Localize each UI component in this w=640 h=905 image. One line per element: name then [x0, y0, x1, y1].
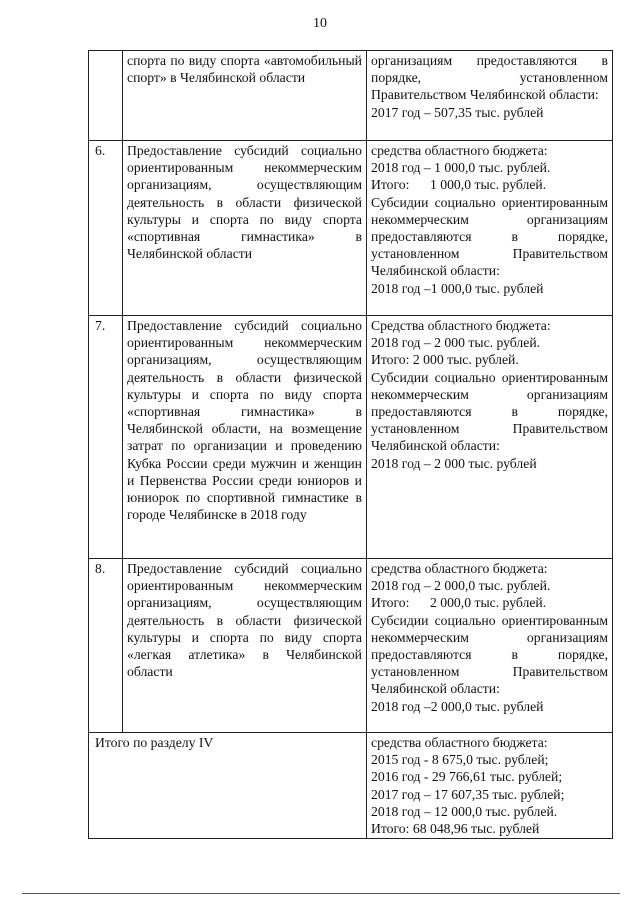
row-number: 8. — [89, 559, 123, 733]
measure-name: спорта по виду спорта «автомобильный спорт» в Челябинской области — [123, 51, 367, 141]
funding-line: средства областного бюджета: — [371, 561, 548, 576]
measure-name: Предоставление субсидий социально ориентированным некоммерческим организациям, осуществляющим деятельность в области физической культуры и спорта по виду спорта «спортивная гимнастика» в Челябинской области — [123, 141, 367, 316]
total-label: Итого по разделу IV — [89, 733, 367, 839]
funding-line: 2018 год – 1 000,0 тыс. рублей. — [371, 160, 551, 176]
funding-line: 2017 год – 17 607,35 тыс. рублей; — [371, 786, 565, 802]
funding-line: 2018 год –1 000,0 тыс. рублей — [371, 280, 544, 296]
funding-line: средства областного бюджета: — [371, 735, 548, 750]
section-iv-table — [88, 50, 613, 839]
measure-name: Предоставление субсидий социально ориентированным некоммерческим организациям, осуществляющим деятельность в области физической культуры и спорта по виду спорта «легкая атлетика» в Челябинской области — [123, 559, 367, 733]
funding-line: Итого: 68 048,96 тыс. рублей — [371, 821, 540, 837]
funding-line: 2018 год –2 000,0 тыс. рублей — [371, 698, 544, 714]
funding-line: 2018 год – 2 000 тыс. рублей — [371, 455, 537, 471]
funding-line: Субсидии социально ориентированным некоммерческим организациям предоставляются в порядке, установленном Правительством Челябинской области: — [371, 369, 608, 454]
funding-cell — [367, 733, 613, 839]
funding-line: Субсидии социально ориентированным некоммерческим организациям предоставляются в порядке, установленном Правительством Челябинской области: — [371, 194, 608, 279]
funding-line: 2018 год – 2 000,0 тыс. рублей. — [371, 578, 551, 594]
measure-name: Предоставление субсидий социально ориентированным некоммерческим организациям, осуществляющим деятельность в области физической культуры и спорта по виду спорта «спортивная гимнастика» в Челябинской области, на возмещение затрат по организации и проведению Кубка России среди мужчин и женщин и Первенства России среди юниоров и юниорок по спортивной гимнастике в городе Челябинске в 2018 году — [123, 316, 367, 559]
page-number: 10 — [313, 16, 327, 31]
funding-line: средства областного бюджета: — [371, 143, 548, 158]
funding-line: 2017 год – 507,35 тыс. рублей — [371, 104, 544, 120]
row-number: 6. — [89, 141, 123, 316]
funding-line: Средства областного бюджета: — [371, 318, 551, 333]
funding-line: Итого: 2 000,0 тыс. рублей. — [371, 595, 547, 611]
funding-line: 2018 год – 12 000,0 тыс. рублей. — [371, 803, 558, 819]
funding-line: Итого: 2 000 тыс. рублей. — [371, 352, 519, 368]
footer-rule — [22, 893, 620, 894]
funding-cell — [367, 316, 613, 559]
table-row — [89, 316, 613, 559]
funding-cell — [367, 51, 613, 141]
table-row — [89, 141, 613, 316]
funding-line: организациям предоставляются в порядке, установленном Правительством Челябинской области: — [371, 53, 608, 103]
row-number — [89, 51, 123, 141]
funding-line: 2015 год - 8 675,0 тыс. рублей; — [371, 752, 549, 768]
funding-line: 2016 год - 29 766,61 тыс. рублей; — [371, 769, 563, 785]
funding-cell — [367, 141, 613, 316]
funding-line: Итого: 1 000,0 тыс. рублей. — [371, 177, 547, 193]
table-row — [89, 51, 613, 141]
funding-line: Субсидии социально ориентированным некоммерческим организациям предоставляются в порядке, установленном Правительством Челябинской области: — [371, 612, 608, 697]
funding-cell — [367, 559, 613, 733]
funding-line: 2018 год – 2 000 тыс. рублей. — [371, 335, 541, 351]
table-row-total — [89, 733, 613, 839]
row-number: 7. — [89, 316, 123, 559]
table-row — [89, 559, 613, 733]
